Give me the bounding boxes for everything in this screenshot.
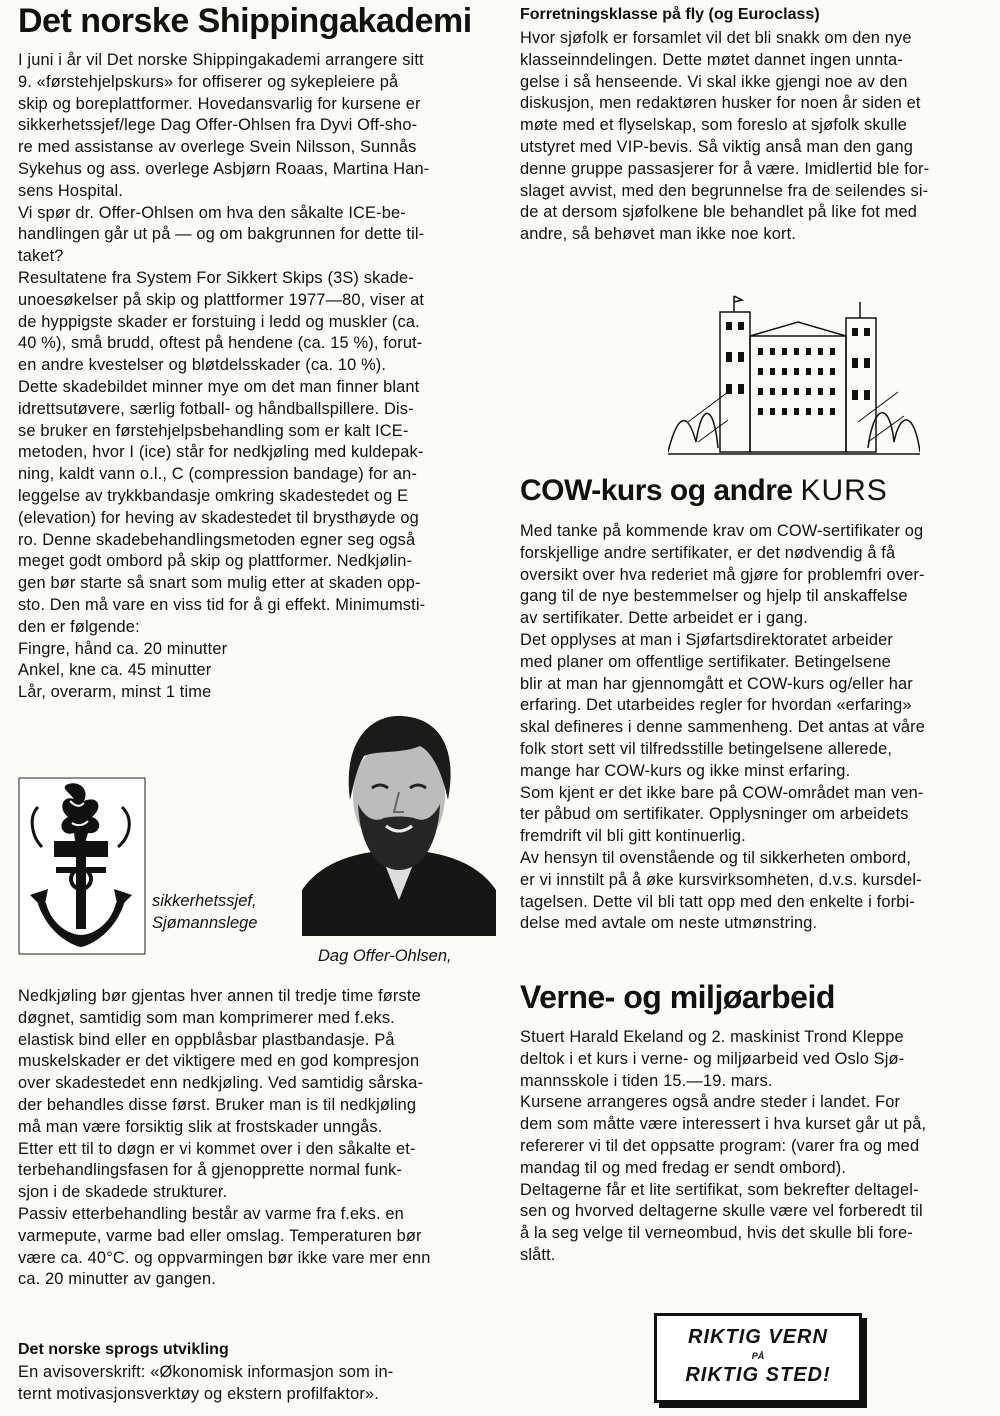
- text-line: møte med et flyselskap, som foreslo at sjøfolk skulle: [520, 116, 907, 135]
- text-line: Vi spør dr. Offer-Ohlsen om hva den såkalte ICE-be-: [18, 203, 406, 222]
- text-line: delse med avtale om neste utmønstring.: [520, 914, 818, 933]
- subheading-sprog: Det norske sprogs utvikling: [18, 1341, 229, 1358]
- text-line: den er følgende:: [18, 617, 140, 636]
- text-line: utstyret med VIP-bevis. Så viktig anså man den gang: [520, 137, 914, 156]
- photo-caption-name: Dag Offer-Ohlsen,: [318, 947, 452, 965]
- text-line: sto. Den må vare en viss tid for å gi effekt. Minimumsti-: [18, 595, 426, 614]
- text-line: Dette skadebildet minner mye om det man finner blant: [18, 377, 420, 396]
- text-line: refererer vi til det oppsatte program: (varer fra og med: [520, 1136, 920, 1155]
- text-line: klasseinndelingen. Dette møtet dannet ingen unnta-: [520, 50, 903, 69]
- text-line: ter påbud om sertifikater. Opplysninger om arbeidets: [520, 805, 909, 824]
- text-line: Ankel, kne ca. 45 minutter: [18, 661, 212, 680]
- text-line: en andre kvestelser og bløtdelsskader (ca. 10 %).: [18, 356, 387, 375]
- text-line: å la seg velge til verneombud, hvis det skulle bli fore-: [520, 1224, 913, 1243]
- text-line: tagelsen. Dette vil bli tatt opp med den enkelte i forbi-: [520, 892, 915, 911]
- text-line: Kursene arrangeres også andre steder i landet. For: [520, 1093, 901, 1112]
- text-line: ning, kaldt vann o.l., C (compression bandage) for an-: [18, 465, 417, 484]
- text-line: slaget avvist, med den begrunnelse fra de seilendes si-: [520, 181, 929, 200]
- text-line: de hyppigste skader er forstuing i ledd og muskler (ca.: [18, 312, 420, 331]
- text-line: over skadestedet enn nedkjøling. Ved samtidig sårska-: [18, 1074, 424, 1093]
- text-line: folk stort sett vil tilfredsstille betingelsene allerede,: [520, 739, 893, 758]
- text-line: idrettsutøvere, særlig fotball- og håndballspillere. Dis-: [18, 399, 414, 418]
- text-line: Lår, overarm, minst 1 time: [18, 683, 212, 702]
- text-line: taket?: [18, 247, 64, 266]
- text-line: se bruker en førstehjelpsbehandling som er kalt ICE-: [18, 421, 409, 440]
- text-line: ro. Denne skadebehandlingsmetoden egner seg også: [18, 530, 416, 549]
- text-line: terbehandlingsfasen for å gjenopprette normal funk-: [18, 1161, 402, 1180]
- photo-caption-role: sikkerhetssjef, Sjømannslege: [152, 892, 258, 932]
- text-line: fremdrift vil bli gitt kontinuerlig.: [520, 827, 746, 846]
- text-line: unoesøkelser på skip og plattformer 1977—80, viser at: [18, 290, 425, 309]
- heading-verne-miljo: Verne- og miljøarbeid: [520, 979, 835, 1015]
- text-line: Med tanke på kommende krav om COW-sertifikater og: [520, 522, 924, 540]
- text-line: der behandles disse først. Bruker man is til nedkjøling: [18, 1095, 417, 1114]
- text-line: Av hensyn til ovenstående og til sikkerheten ombord,: [520, 848, 912, 867]
- text-line: mannsskole i tiden 15.—19. mars.: [520, 1071, 773, 1090]
- text-line: sen og hvorved deltagerne skulle være vel forberedt til: [520, 1202, 923, 1221]
- text-line: andre, så behøvet man ikke noe kort.: [520, 225, 796, 244]
- text-line: er vi innstilt på å øke kursvirksomheten, d.v.s. kursdel-: [520, 870, 922, 889]
- text-line: (elevation) for heving av skadestedet til brysthøyde og: [18, 508, 419, 527]
- text-line: Etter ett til to døgn er vi kommet over i den såkalte et-: [18, 1139, 416, 1158]
- text-line: 40 %), små brudd, oftest på hendene (ca. 15 %), forut-: [18, 334, 423, 353]
- text-line: handlingen går ut på — og om bakgrunnen for dette til-: [18, 225, 425, 244]
- building-illustration: [668, 292, 920, 456]
- text-line: Sykehus og ass. overlege Asbjørn Roaas, Martina Han-: [18, 159, 430, 178]
- text-line: Nedkjøling bør gjentas hver annen til tredje time første: [18, 987, 421, 1005]
- text-line: muskelskader er det viktigere med en god kompresjon: [18, 1052, 420, 1071]
- text-line: oversikt over hva rederiet må gjøre for problemfri over-: [520, 565, 925, 584]
- text-line: sens Hospital.: [18, 181, 124, 200]
- text-line: sikkerhetssjef/lege Dag Offer-Ohlsen fra Dyvi Off-sho-: [18, 116, 418, 135]
- text-line: Stuert Harald Ekeland og 2. maskinist Trond Kleppe: [520, 1028, 904, 1046]
- text-line: skal defineres i denne sammenheng. Det antas at våre: [520, 718, 926, 737]
- cow-kurs-text: [520, 521, 990, 935]
- text-line: blir at man har gjennomgått et COW-kurs og/eller har: [520, 674, 913, 693]
- text-line: dem som måtte være interessert i hva kurset går ut på,: [520, 1115, 927, 1134]
- text-line: ternt motivasjonsverktøy og ekstern profilfaktor».: [18, 1384, 379, 1403]
- text-line: de at dersom sjøfolkene ble behandlet på like fot med: [520, 203, 918, 222]
- text-line: sjon i de skadede strukturer.: [18, 1183, 228, 1202]
- intro-text: [18, 50, 494, 704]
- text-line: mange har COW-kurs og ikke minst erfaring.: [520, 761, 851, 780]
- text-line: varmepute, varme bad eller omslag. Temperaturen bør: [18, 1226, 422, 1245]
- text-line: Hvor sjøfolk er forsamlet vil det bli snakk om den nye: [520, 29, 912, 47]
- text-line: av sertifikater. Dette arbeidet er i gang.: [520, 609, 808, 628]
- text-line: metoden, hvor I (ice) står for nedkjøling med kuldepak-: [18, 443, 424, 462]
- riktig-vern-badge: RIKTIG VERN PÅ RIKTIG STED!: [654, 1313, 862, 1403]
- text-line: En avisoverskrift: «Økonomisk informasjon som in-: [18, 1363, 394, 1381]
- text-line: erfaring. Det utarbeides regler for hvordan «erfaring»: [520, 696, 912, 715]
- body-text-2: [18, 986, 494, 1291]
- text-line: leggelse av trykkbandasje omkring skadestedet og E: [18, 486, 409, 505]
- text-line: re med assistanse av overlege Svein Nilsson, Sunnås: [18, 138, 417, 157]
- text-line: Som kjent er det ikke bare på COW-området man ven-: [520, 783, 924, 802]
- text-line: gang til de nye bestemmelser og hjelp til anskaffelse: [520, 587, 908, 606]
- text-line: diskusjon, men redaktøren husker for noen år siden et: [520, 94, 921, 113]
- text-line: være ca. 40°C. og oppvarmingen bør ikke vare mer enn: [18, 1248, 431, 1267]
- text-line: ca. 20 minutter av gangen.: [18, 1270, 216, 1289]
- text-line: Resultatene fra System For Sikkert Skips (3S) skade-: [18, 268, 414, 287]
- text-line: skip og boreplattformer. Hovedansvarlig for kursene er: [18, 94, 421, 113]
- text-line: Det opplyses at man i Sjøfartsdirektoratet arbeider: [520, 630, 893, 649]
- portrait-photo: [302, 700, 496, 936]
- text-line: elastisk bind eller en oppblåsbar plastbandasje. På: [18, 1030, 395, 1049]
- text-line: gelse i så henseende. Vi skal ikke gjengi noe av den: [520, 72, 908, 91]
- text-line: Deltagerne får et lite sertifikat, som bekrefter deltagel-: [520, 1180, 919, 1199]
- forretningsklasse-text: [520, 28, 990, 246]
- text-line: denne gruppe passasjerer for å være. Imidlertid ble for-: [520, 159, 930, 178]
- text-line: døgnet, samtidig som man komprimerer med f.eks.: [18, 1008, 395, 1027]
- text-line: meget godt ombord på skip og plattformer. Nedkjølin-: [18, 552, 413, 571]
- heading-cow-kurs: COW-kurs og andre KURS: [520, 474, 888, 507]
- text-line: forskjellige andre sertifikater, er det nødvendig å få: [520, 543, 896, 562]
- text-line: slått.: [520, 1245, 556, 1264]
- article-title: Det norske Shippingakademi: [18, 2, 472, 40]
- text-line: må man være forsiktig slik at frostskader unngås.: [18, 1117, 383, 1136]
- text-line: Fingre, hånd ca. 20 minutter: [18, 639, 228, 658]
- text-line: mandag til og med fredag er sendt ombord).: [520, 1158, 847, 1177]
- sprog-text: [18, 1362, 494, 1406]
- text-line: I juni i år vil Det norske Shippingakademi arrangere sitt: [18, 51, 424, 69]
- verne-miljo-text: [520, 1027, 990, 1267]
- text-line: 9. «førstehjelpskurs» for offiserer og sykepleiere på: [18, 72, 399, 91]
- heading-forretningsklasse: Forretningsklasse på fly (og Euroclass): [520, 6, 820, 23]
- text-line: gen bør starte så snart som mulig etter at skaden opp-: [18, 574, 421, 593]
- text-line: Passiv etterbehandling består av varme fra f.eks. en: [18, 1204, 404, 1223]
- anchor-logo: [18, 777, 146, 955]
- text-line: deltok i et kurs i verne- og miljøarbeid ved Oslo Sjø-: [520, 1049, 905, 1068]
- text-line: med planer om offentlige sertifikater. Betingelsene: [520, 652, 891, 671]
